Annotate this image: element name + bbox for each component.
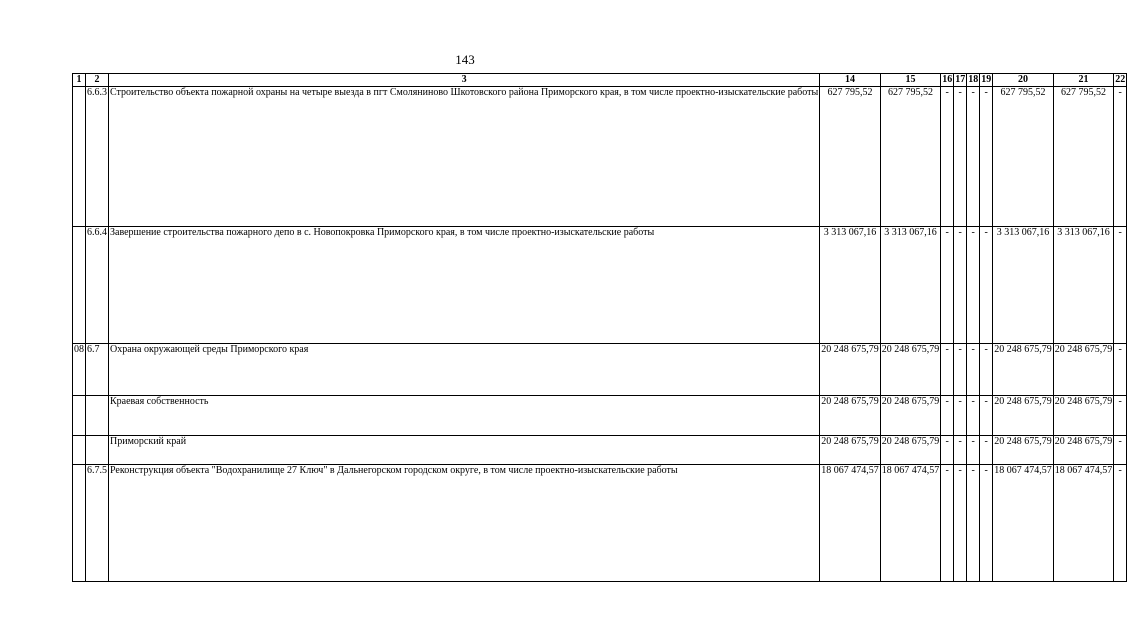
section-code-cell <box>73 87 86 227</box>
value-cell-21: 20 248 675,79 <box>1053 344 1114 396</box>
value-cell-16: - <box>941 87 954 227</box>
value-cell-15: 627 795,52 <box>880 87 941 227</box>
column-header: 1 <box>73 74 86 87</box>
column-header: 21 <box>1053 74 1114 87</box>
table-row <box>73 465 1127 582</box>
value-cell-20: 20 248 675,79 <box>993 436 1054 465</box>
item-number-cell <box>86 396 109 436</box>
value-cell-16: - <box>941 436 954 465</box>
item-name-cell: Краевая собственность <box>109 396 820 436</box>
table-row <box>73 344 1127 396</box>
value-cell-18: - <box>967 396 980 436</box>
column-header: 22 <box>1115 74 1126 85</box>
value-cell-20: 627 795,52 <box>993 87 1054 227</box>
value-cell-17: - <box>954 436 967 465</box>
value-cell-17: - <box>954 227 967 344</box>
value-cell-21: 18 067 474,57 <box>1053 465 1114 582</box>
item-number-cell: 6.7.5 <box>86 465 109 582</box>
item-name-cell: Реконструкция объекта "Водохранилище 27 Ключ" в Дальнегорском городском округе, в том числе проектно-изыскательские работы <box>109 465 820 582</box>
value-cell-22: - <box>1114 396 1127 436</box>
value-cell-19: - <box>980 396 993 436</box>
value-cell-18: - <box>967 436 980 465</box>
value-cell-16: - <box>941 344 954 396</box>
section-code-cell: 08 <box>73 344 86 396</box>
value-cell-18: - <box>967 87 980 227</box>
item-number-cell: 6.6.3 <box>86 87 109 227</box>
value-cell-18: - <box>967 344 980 396</box>
value-cell-16: - <box>941 227 954 344</box>
value-cell-14: 20 248 675,79 <box>820 396 881 436</box>
section-code-cell <box>73 227 86 344</box>
column-header: 2 <box>86 74 109 87</box>
value-cell-22: - <box>1114 436 1127 465</box>
value-cell-17: - <box>954 465 967 582</box>
section-code-cell <box>73 465 86 582</box>
value-cell-20: 18 067 474,57 <box>993 465 1054 582</box>
value-cell-14: 18 067 474,57 <box>820 465 881 582</box>
table-row <box>73 396 1127 436</box>
value-cell-15: 20 248 675,79 <box>880 344 941 396</box>
value-cell-18: - <box>967 227 980 344</box>
value-cell-15: 20 248 675,79 <box>880 396 941 436</box>
item-number-cell: 6.7 <box>86 344 109 396</box>
value-cell-17: - <box>954 396 967 436</box>
value-cell-22: - <box>1114 227 1127 344</box>
budget-table <box>72 73 1127 582</box>
value-cell-21: 3 313 067,16 <box>1053 227 1114 344</box>
value-cell-16: - <box>941 396 954 436</box>
value-cell-14: 20 248 675,79 <box>820 344 881 396</box>
value-cell-17: - <box>954 87 967 227</box>
table-header-row <box>73 74 1127 87</box>
value-cell-17: - <box>954 344 967 396</box>
value-cell-21: 20 248 675,79 <box>1053 396 1114 436</box>
value-cell-15: 20 248 675,79 <box>880 436 941 465</box>
item-name-cell: Строительство объекта пожарной охраны на четыре выезда в пгт Смоляниново Шкотовского района Приморского края, в том числе проектно-изыскательские работы <box>109 87 820 227</box>
value-cell-19: - <box>980 344 993 396</box>
value-cell-19: - <box>980 227 993 344</box>
section-code-cell <box>73 396 86 436</box>
value-cell-21: 627 795,52 <box>1053 87 1114 227</box>
section-code-cell <box>73 436 86 465</box>
value-cell-22: - <box>1114 465 1127 582</box>
table-row <box>73 227 1127 344</box>
value-cell-14: 627 795,52 <box>820 87 881 227</box>
column-header: 16 <box>942 74 953 85</box>
value-cell-21: 20 248 675,79 <box>1053 436 1114 465</box>
value-cell-22: - <box>1114 87 1127 227</box>
value-cell-14: 3 313 067,16 <box>820 227 881 344</box>
table-row <box>73 87 1127 227</box>
column-header: 18 <box>968 74 979 85</box>
column-header: 3 <box>109 74 820 87</box>
value-cell-14: 20 248 675,79 <box>820 436 881 465</box>
item-number-cell: 6.6.4 <box>86 227 109 344</box>
item-number-cell <box>86 436 109 465</box>
value-cell-22: - <box>1114 344 1127 396</box>
value-cell-19: - <box>980 465 993 582</box>
column-header: 19 <box>981 74 992 85</box>
value-cell-15: 3 313 067,16 <box>880 227 941 344</box>
item-name-cell: Охрана окружающей среды Приморского края <box>109 344 820 396</box>
column-header: 20 <box>993 74 1054 87</box>
value-cell-20: 20 248 675,79 <box>993 344 1054 396</box>
value-cell-20: 3 313 067,16 <box>993 227 1054 344</box>
item-name-cell: Завершение строительства пожарного депо в с. Новопокровка Приморского края, в том числе проектно-изыскательские работы <box>109 227 820 344</box>
value-cell-19: - <box>980 87 993 227</box>
table-row <box>73 436 1127 465</box>
column-header: 15 <box>880 74 941 87</box>
value-cell-15: 18 067 474,57 <box>880 465 941 582</box>
column-header: 14 <box>820 74 881 87</box>
value-cell-18: - <box>967 465 980 582</box>
value-cell-19: - <box>980 436 993 465</box>
page-number: 143 <box>455 52 475 67</box>
value-cell-20: 20 248 675,79 <box>993 396 1054 436</box>
column-header: 17 <box>955 74 966 85</box>
item-name-cell: Приморский край <box>109 436 820 465</box>
value-cell-16: - <box>941 465 954 582</box>
